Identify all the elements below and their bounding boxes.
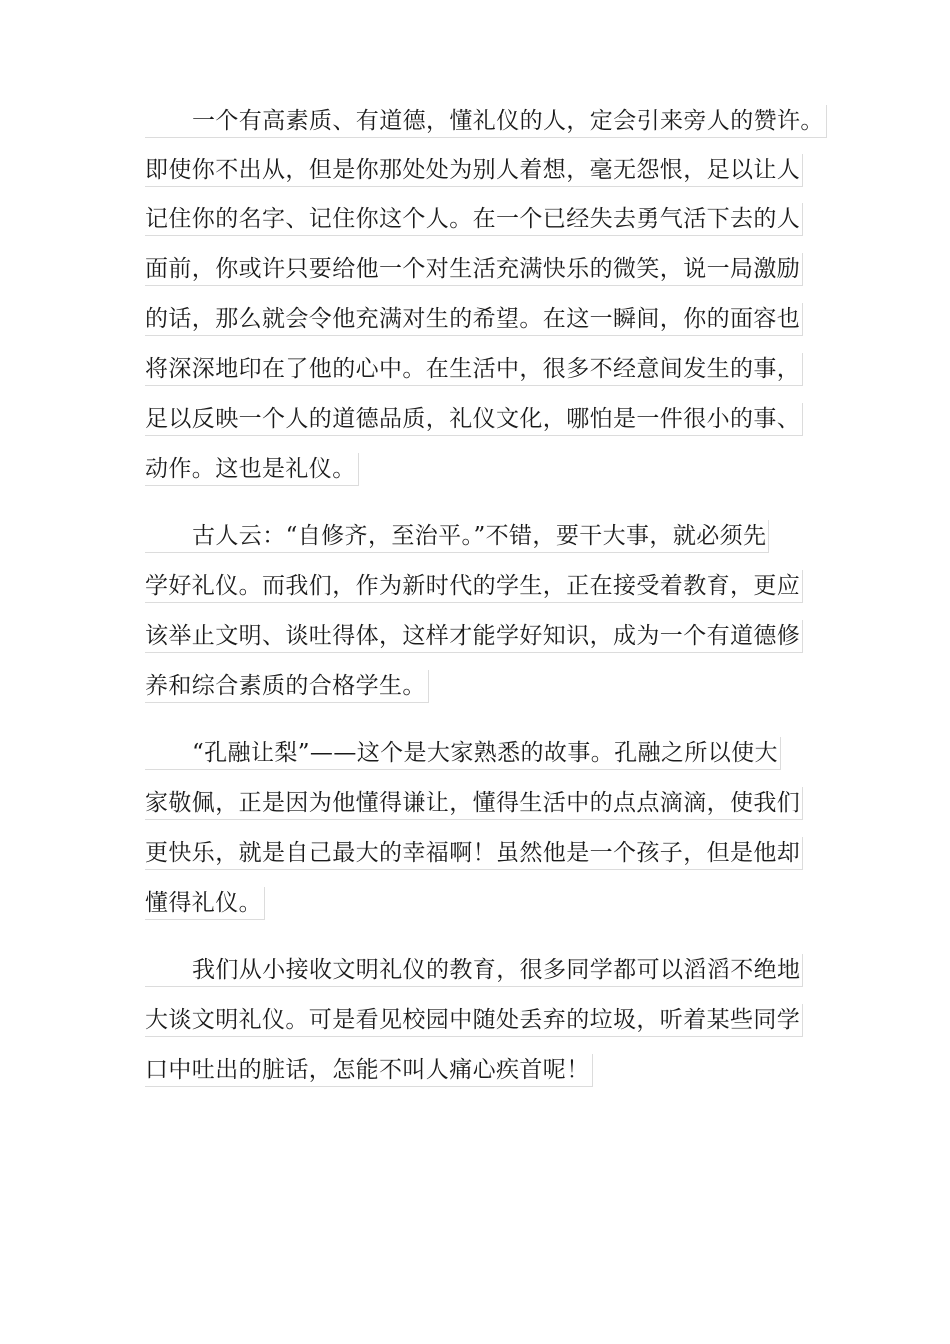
text-line: “孔融让梨”——这个是大家熟悉的故事。孔融之所以使大 — [145, 737, 781, 770]
text-line: 的话，那么就会令他充满对生的希望。在这一瞬间，你的面容也 — [145, 303, 803, 336]
text-line: 养和综合素质的合格学生。 — [145, 670, 429, 703]
text-line: 我们从小接收文明礼仪的教育，很多同学都可以滔滔不绝地 — [145, 954, 803, 987]
text-line: 即使你不出从，但是你那处处为别人着想，毫无怨恨，足以让人 — [145, 154, 803, 187]
text-line: 面前，你或许只要给他一个对生活充满快乐的微笑，说一局激励 — [145, 253, 803, 286]
text-line: 将深深地印在了他的心中。在生活中，很多不经意间发生的事， — [145, 353, 803, 386]
text-line: 记住你的名字、记住你这个人。在一个已经失去勇气活下去的人 — [145, 203, 803, 236]
text-line: 学好礼仪。而我们，作为新时代的学生，正在接受着教育，更应 — [145, 570, 803, 603]
text-line: 一个有高素质、有道德，懂礼仪的人，定会引来旁人的赞许。 — [145, 105, 827, 138]
text-line: 家敬佩，正是因为他懂得谦让，懂得生活中的点点滴滴，使我们 — [145, 787, 803, 820]
text-line: 懂得礼仪。 — [145, 887, 265, 920]
text-line: 古人云：“自修齐，至治平。”不错，要干大事，就必须先 — [145, 520, 769, 553]
text-line: 动作。这也是礼仪。 — [145, 453, 359, 486]
text-line: 大谈文明礼仪。可是看见校园中随处丢弃的垃圾，听着某些同学 — [145, 1004, 803, 1037]
text-line: 该举止文明、谈吐得体，这样才能学好知识，成为一个有道德修 — [145, 620, 803, 653]
text-line: 足以反映一个人的道德品质，礼仪文化，哪怕是一件很小的事、 — [145, 403, 803, 436]
text-line: 口中吐出的脏话，怎能不叫人痛心疾首呢！ — [145, 1054, 593, 1087]
text-line: 更快乐，就是自己最大的幸福啊！虽然他是一个孩子，但是他却 — [145, 837, 803, 870]
